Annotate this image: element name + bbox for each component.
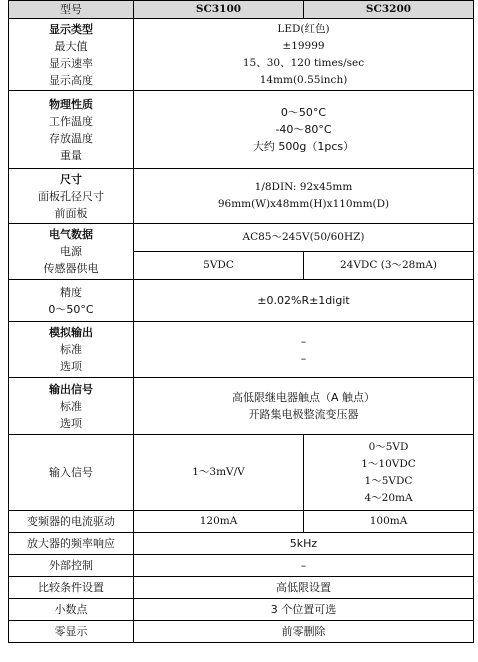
external-value: – [134, 555, 474, 577]
output-section-title: 输出信号 [49, 382, 93, 396]
output-standard-value: 高低限继电器触点（A 触点） [231, 391, 376, 404]
size-labels [9, 169, 134, 224]
input-sc3200-range-3: 1～5VDC [364, 474, 413, 487]
input-label: 输入信号 [9, 435, 134, 511]
output-option-label: 选项 [60, 416, 82, 430]
analog-section-title: 模拟输出 [49, 326, 93, 339]
operating-temp-label: 工作温度 [49, 114, 93, 128]
operating-temp-value: 0～50°C [280, 106, 327, 119]
input-row [9, 435, 474, 511]
accuracy-label: 精度 [60, 285, 82, 299]
zero-label: 零显示 [9, 621, 134, 643]
output-row [9, 378, 474, 435]
input-sc3100: 1～3mV/V [134, 435, 304, 511]
analog-labels [9, 322, 134, 378]
analog-option-value: – [300, 351, 307, 365]
accuracy-labels [9, 280, 134, 322]
size-row [9, 169, 474, 224]
display-height-label: 显示高度 [49, 73, 93, 87]
display-type-value: LED(红色) [277, 22, 330, 35]
compare-row [9, 577, 474, 599]
electric-section-title: 电气数据 [49, 228, 93, 241]
panel-cutout-value: 1/8DIN: 92x45mm [254, 181, 353, 193]
display-rate-label: 显示速率 [49, 56, 93, 70]
input-sc3200-range-2: 1～10VDC [361, 457, 416, 470]
display-labels [9, 19, 134, 91]
header-sc3200: SC3200 [304, 1, 474, 19]
power-label: 电源 [60, 245, 82, 258]
display-rate-value: 15、30、120 times/sec [242, 56, 365, 69]
display-section-title: 显示类型 [49, 22, 93, 36]
storage-temp-value: -40～80°C [275, 123, 332, 136]
electric-labels [9, 224, 134, 280]
decimal-label: 小数点 [9, 599, 134, 621]
header-sc3100: SC3100 [134, 1, 304, 19]
analog-values [134, 322, 474, 378]
header-model-label: 型号 [9, 1, 134, 19]
amp-row [9, 533, 474, 555]
physical-section-title: 物理性质 [49, 97, 93, 111]
zero-value: 前零删除 [134, 621, 474, 643]
output-standard-label: 标准 [60, 399, 82, 413]
output-values [134, 378, 474, 435]
accuracy-temp-label: 0～50°C [48, 302, 94, 316]
output-labels [9, 378, 134, 435]
display-height-value: 14mm(0.55inch) [259, 73, 348, 86]
analog-standard-value: – [300, 334, 307, 348]
sensor-supply-label: 传感器供电 [43, 262, 99, 275]
analog-row [9, 322, 474, 378]
storage-temp-label: 存放温度 [49, 131, 93, 145]
amp-value: 5kHz [134, 533, 474, 555]
display-row [9, 19, 474, 91]
zero-row [9, 621, 474, 643]
analog-standard-label: 标准 [60, 343, 82, 356]
size-section-title: 尺寸 [60, 172, 82, 186]
weight-label: 重量 [60, 148, 82, 162]
max-value-label: 最大值 [54, 39, 88, 53]
inverter-row [9, 511, 474, 533]
accuracy-value: ±0.02%R±1digit [134, 280, 474, 322]
header-row [9, 1, 474, 19]
compare-label: 比较条件设置 [9, 577, 134, 599]
external-row [9, 555, 474, 577]
physical-row [9, 91, 474, 169]
output-option-value: 开路集电极整流变压器 [248, 408, 359, 421]
inverter-sc3200: 100mA [304, 511, 474, 533]
accuracy-row [9, 280, 474, 322]
decimal-value: 3 个位置可选 [134, 599, 474, 621]
amp-label: 放大器的频率响应 [9, 533, 134, 555]
weight-value: 大约 500g（1pcs） [252, 140, 355, 153]
electric-row [9, 224, 474, 252]
front-panel-value: 96mm(W)x48mm(H)x110mm(D) [217, 198, 390, 210]
decimal-row [9, 599, 474, 621]
physical-values [134, 91, 474, 169]
sensor-supply-sc3200: 24VDC (3～28mA) [304, 252, 474, 280]
input-sc3200 [304, 435, 474, 511]
spec-sheet [8, 0, 474, 643]
compare-value: 高低限设置 [134, 577, 474, 599]
sensor-supply-sc3100: 5VDC [134, 252, 304, 280]
size-values [134, 169, 474, 224]
input-sc3200-range-1: 0～5VD [368, 440, 409, 453]
spec-table [8, 0, 474, 643]
inverter-sc3100: 120mA [134, 511, 304, 533]
external-label: 外部控制 [9, 555, 134, 577]
display-values [134, 19, 474, 91]
inverter-label: 变频器的电流驱动 [9, 511, 134, 533]
power-value: AC85～245V(50/60HZ) [134, 224, 474, 252]
panel-cutout-label: 面板孔径尺寸 [38, 189, 104, 203]
analog-option-label: 选项 [60, 360, 82, 373]
input-sc3200-range-4: 4～20mA [364, 491, 413, 504]
physical-labels [9, 91, 134, 169]
front-panel-label: 前面板 [54, 206, 88, 220]
max-value: ±19999 [282, 39, 325, 52]
